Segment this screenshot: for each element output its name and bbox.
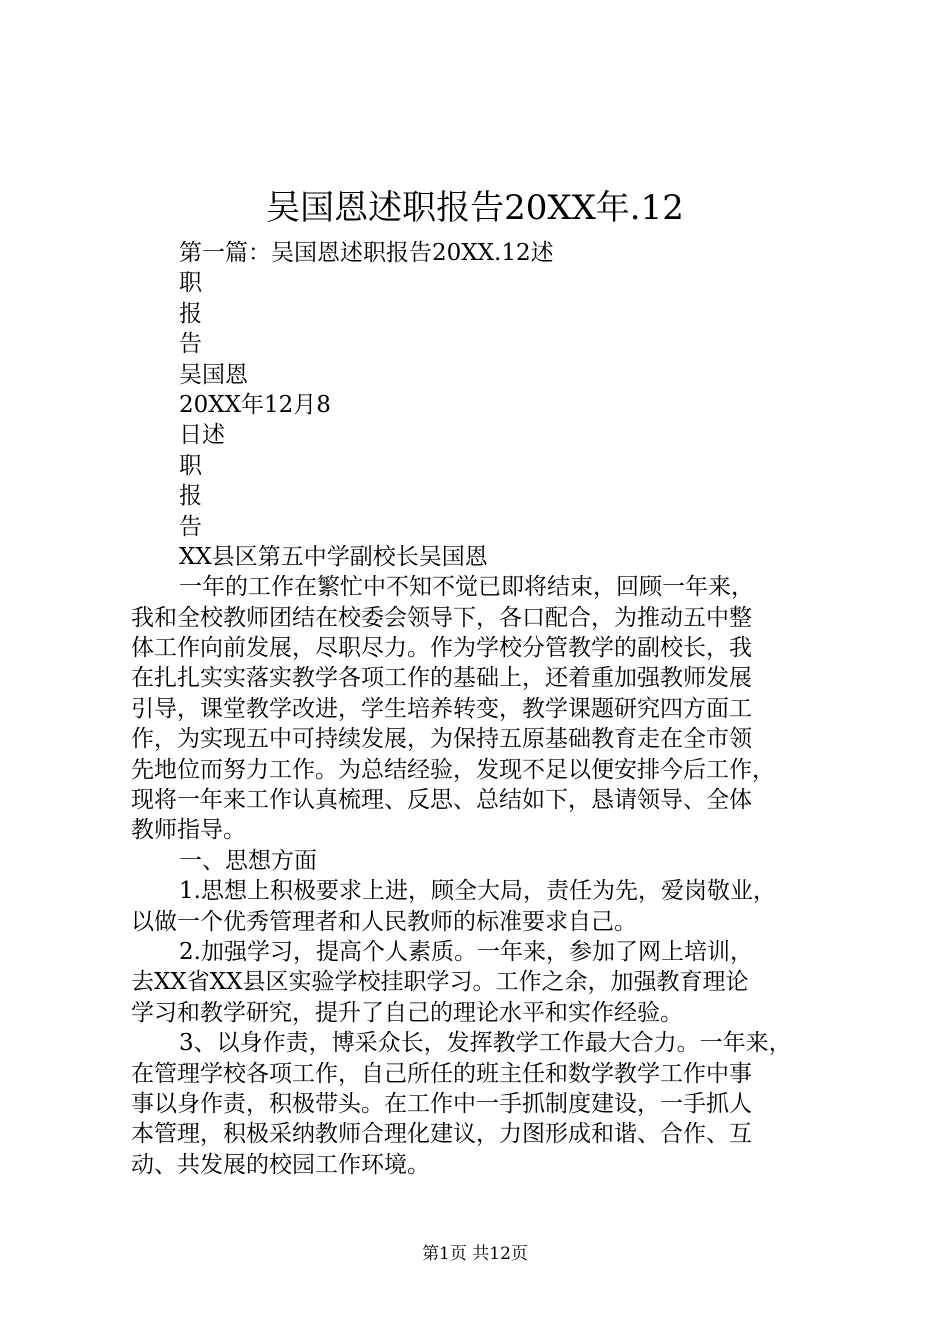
text-line: 日述 — [179, 422, 225, 449]
document-body — [131, 238, 851, 1180]
text-line: 职 — [179, 452, 202, 479]
text-line: 职 — [179, 270, 202, 297]
text-line: 20XX年12月8 — [179, 391, 331, 418]
text-line: 3、以身作责，博采众长，发挥教学工作最大合力。一年来， — [179, 1030, 792, 1057]
text-line: 作，为实现五中可持续发展，为保持五原基础教育走在全市领 — [131, 726, 752, 753]
text-line: XX县区第五中学副校长吴国恩 — [179, 543, 488, 570]
text-line: 在扎扎实实落实教学各项工作的基础上，还着重加强教师发展 — [131, 665, 752, 692]
text-line: 引导，课堂教学改进，学生培养转变，教学课题研究四方面工 — [131, 695, 752, 722]
text-line: 1.思想上积极要求上进，顾全大局，责任为先，爱岗敬业， — [179, 878, 776, 905]
text-line: 体工作向前发展，尽职尽力。作为学校分管教学的副校长，我 — [131, 635, 752, 662]
text-line: 动、共发展的校园工作环境。 — [131, 1151, 430, 1178]
document-title: 吴国恩述职报告20XX年.12 — [266, 188, 684, 228]
text-line: 第一篇：吴国恩述职报告20XX.12述 — [179, 240, 554, 266]
text-line: 一、思想方面 — [179, 847, 317, 874]
text-line: 本管理，积极采纳教师合理化建议，力图形成和谐、合作、互 — [131, 1121, 752, 1148]
text-line: 2.加强学习，提高个人素质。一年来，参加了网上培训， — [179, 938, 753, 965]
text-line: 事以身作责，积极带头。在工作中一手抓制度建设，一手抓人 — [131, 1090, 752, 1117]
text-line: 学习和教学研究，提升了自己的理论水平和实作经验。 — [131, 999, 683, 1026]
text-line: 报 — [179, 483, 202, 510]
text-line: 去XX省XX县区实验学校挂职学习。工作之余，加强教育理论 — [131, 969, 749, 996]
text-line: 报 — [179, 300, 202, 327]
text-line: 在管理学校各项工作，自己所任的班主任和数学教学工作中事 — [131, 1060, 752, 1087]
page-footer: 第1页 共12页 — [422, 1244, 528, 1264]
text-line: 先地位而努力工作。为总结经验，发现不足以便安排今后工作， — [131, 756, 775, 783]
text-line: 现将一年来工作认真梳理、反思、总结如下，恳请领导、全体 — [131, 787, 752, 814]
text-line: 教师指导。 — [131, 817, 246, 844]
text-line: 告 — [179, 513, 202, 540]
text-line: 一年的工作在繁忙中不知不觉已即将结束，回顾一年来， — [179, 574, 754, 601]
text-line: 以做一个优秀管理者和人民教师的标准要求自己。 — [131, 908, 637, 935]
text-line: 我和全校教师团结在校委会领导下，各口配合，为推动五中整 — [131, 604, 752, 631]
text-line: 吴国恩 — [179, 361, 248, 388]
text-line: 告 — [179, 331, 202, 358]
